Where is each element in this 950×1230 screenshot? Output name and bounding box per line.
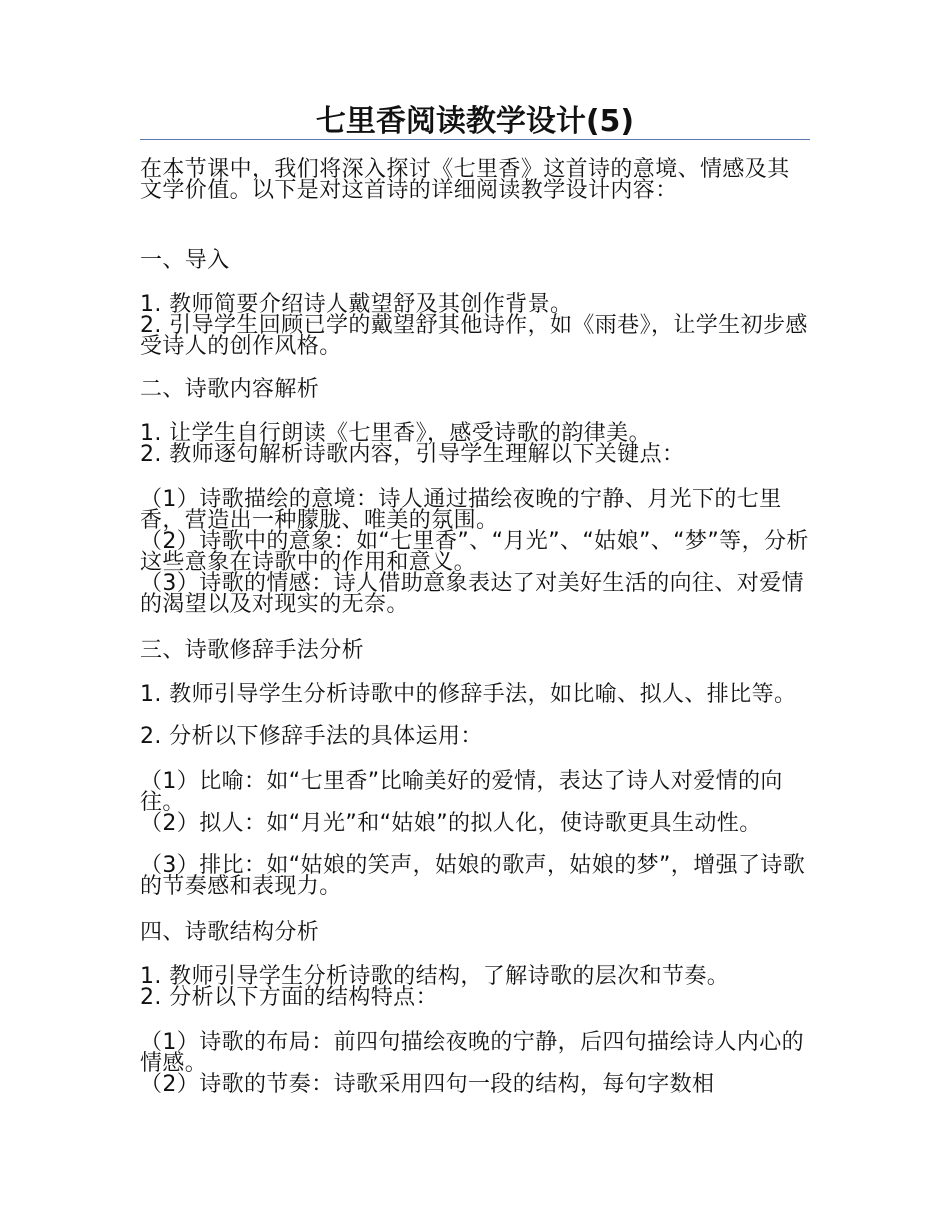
paragraph: 1. 教师引导学生分析诗歌的结构，了解诗歌的层次和节奏。 [140,964,730,989]
paragraph: （2）诗歌中的意象：如“七里香”、“月光”、“姑娘”、“梦”等，分析这些意象在诗歌中的作用和意义。 [140,529,809,575]
paragraph: （3）诗歌的情感：诗人借助意象表达了对美好生活的向往、对爱情的渴望以及对现实的无奈。 [140,571,804,617]
page-title: 七里香阅读教学设计(5) [315,104,635,139]
paragraph: 2. 教师逐句解析诗歌内容，引导学生理解以下关键点： [140,442,685,467]
paragraph: （1）诗歌的布局：前四句描绘夜晚的宁静，后四句描绘诗人内心的情感。 [140,1030,804,1076]
paragraph: （2）诗歌的节奏：诗歌采用四句一段的结构，每句字数相 [140,1072,715,1097]
paragraph: 1. 教师简要介绍诗人戴望舒及其创作背景。 [140,292,573,317]
title-underline [140,139,810,140]
paragraph: （3）排比：如“姑娘的笑声，姑娘的歌声，姑娘的梦”，增强了诗歌的节奏感和表现力。 [140,853,806,899]
paragraph: 1. 教师引导学生分析诗歌中的修辞手法，如比喻、拟人、排比等。 [140,682,797,707]
paragraph: 2. 分析以下方面的结构特点： [140,985,438,1010]
intro-paragraph: 在本节课中，我们将深入探讨《七里香》这首诗的意境、情感及其文学价值。以下是对这首诗的详细阅读教学设计内容： [140,157,790,203]
section-heading-structure: 四、诗歌结构分析 [140,920,320,945]
paragraph: 2. 分析以下修辞手法的具体运用： [140,724,483,749]
paragraph: 2. 引导学生回顾已学的戴望舒其他诗作，如《雨巷》，让学生初步感受诗人的创作风格。 [140,313,808,359]
section-heading-content: 二、诗歌内容解析 [140,377,320,402]
section-heading-intro: 一、导入 [140,248,230,273]
paragraph: （1）诗歌描绘的意境：诗人通过描绘夜晚的宁静、月光下的七里香，营造出一种朦胧、唯美的氛围。 [140,487,782,533]
paragraph: 1. 让学生自行朗读《七里香》，感受诗歌的韵律美。 [140,421,651,446]
paragraph: （2）拟人：如“月光”和“姑娘”的拟人化，使诗歌更具生动性。 [140,811,762,836]
section-heading-rhetoric: 三、诗歌修辞手法分析 [140,638,365,663]
paragraph: （1）比喻：如“七里香”比喻美好的爱情，表达了诗人对爱情的向往。 [140,769,783,815]
